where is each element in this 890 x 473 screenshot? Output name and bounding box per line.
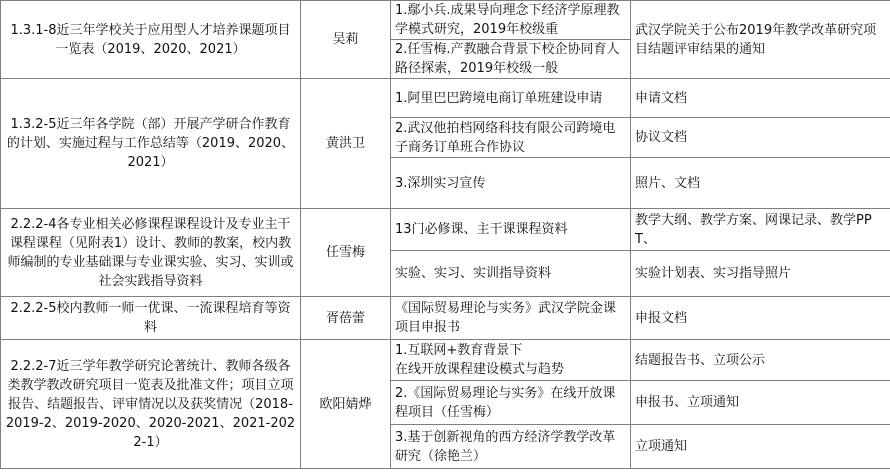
category-cell: 2.2.2-5校内教师一师一优课、一流课程培育等资料 (1, 297, 301, 340)
person-cell: 任雪梅 (301, 209, 391, 297)
doc-cell: 教学大纲、教学方案、网课记录、教学PPT、 (631, 209, 890, 251)
table-row (1, 79, 890, 118)
doc-cell: 协议文档 (631, 118, 890, 158)
table-row (1, 340, 890, 381)
item-cell: 1.互联网+教育背景下 在线开放课程建设模式与趋势 (391, 340, 631, 381)
item-cell: 1.鄢小兵.成果导向理念下经济学原理教学模式研究，2019年校级重 (391, 1, 631, 40)
category-cell: 2.2.2-4各专业相关必修课程课程设计及专业主干课程课程（见附表1）设计、教师的教案，校内教师编制的专业基础课与专业课实验、实习、实训或社会实践指导资料 (1, 209, 301, 297)
doc-cell: 申请文档 (631, 79, 890, 118)
item-cell: 1.阿里巴巴跨境电商订单班建设申请 (391, 79, 631, 118)
item-cell: 3.基于创新视角的西方经济学教学改革研究（徐艳兰） (391, 425, 631, 469)
item-cell: 2.任雪梅.产教融合背景下校企协同育人路径探索，2019年校级一般 (391, 40, 631, 79)
category-cell: 1.3.1-8近三年学校关于应用型人才培养课题项目一览表（2019、2020、2021） (1, 1, 301, 79)
item-cell: 2.武汉他拍档网络科技有限公司跨境电子商务订单班合作协议 (391, 118, 631, 158)
item-cell: 2.《国际贸易理论与实务》在线开放课程项目（任雪梅） (391, 381, 631, 425)
person-cell: 胥蓓蕾 (301, 297, 391, 340)
person-cell: 欧阳婧烨 (301, 340, 391, 469)
category-cell: 2.2.2-7近三学年教学研究论著统计、教师各级各类教学教改研究项目一览表及批准文件；项目立项报告、结题报告、评审情况以及获奖情况（2018-2019-2、2019-2020、2020-2021、2021-2022-1） (1, 340, 301, 469)
table-row (1, 209, 890, 251)
doc-cell: 实验计划表、实习指导照片 (631, 251, 890, 297)
table-row (1, 297, 890, 340)
table-row (1, 1, 890, 40)
doc-cell: 照片、文档 (631, 158, 890, 209)
person-cell: 吴莉 (301, 1, 391, 79)
doc-cell: 申报文档 (631, 297, 890, 340)
doc-cell: 立项通知 (631, 425, 890, 469)
doc-cell: 结题报告书、立项公示 (631, 340, 890, 381)
item-cell: 实验、实习、实训指导资料 (391, 251, 631, 297)
item-cell: 3.深圳实习宣传 (391, 158, 631, 209)
item-cell: 《国际贸易理论与实务》武汉学院金课项目申报书 (391, 297, 631, 340)
item-cell: 13门必修课、主干课课程资料 (391, 209, 631, 251)
doc-cell: 武汉学院关于公布2019年教学改革研究项目结题评审结果的通知 (631, 1, 890, 79)
person-cell: 黄洪卫 (301, 79, 391, 209)
category-cell: 1.3.2-5近三年各学院（部）开展产学研合作教育的计划、实施过程与工作总结等（2019、2020、2021） (1, 79, 301, 209)
doc-cell: 申报书、立项通知 (631, 381, 890, 425)
